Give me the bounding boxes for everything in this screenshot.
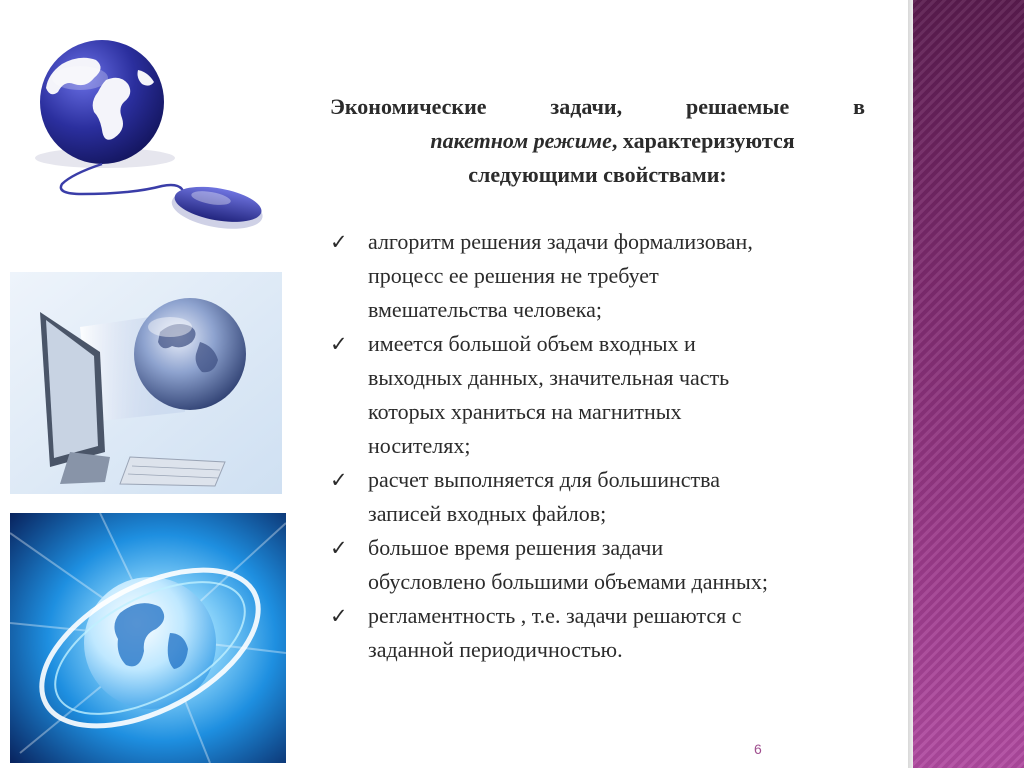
list-item-line: имеется большой объем входных и	[368, 331, 696, 356]
heading-line-2-rest: , характеризуются	[611, 128, 795, 153]
properties-list	[330, 225, 890, 667]
list-item-line: алгоритм решения задачи формализован,	[368, 229, 753, 254]
heading-line-2	[330, 124, 865, 158]
list-item	[330, 531, 890, 599]
list-item-line: расчет выполняется для большинства	[368, 467, 721, 492]
list-item-line: носителях;	[368, 433, 471, 458]
list-item-line: регламентность , т.е. задачи решаются с	[368, 603, 742, 628]
list-item-line: большое время решения задачи	[368, 535, 664, 560]
page-number: 6	[754, 741, 762, 757]
list-item-line: выходных данных, значительная часть	[368, 365, 730, 390]
list-item-line: процесс ее решения не требует	[368, 263, 659, 288]
checkmark-icon: ✓	[330, 332, 348, 356]
globe-mouse-image	[10, 40, 280, 240]
checkmark-icon: ✓	[330, 468, 348, 492]
list-item-line: обусловлено большими объемами данных;	[368, 569, 768, 594]
list-item	[330, 599, 890, 667]
heading-italic-term: пакетном режиме	[430, 128, 612, 153]
checkmark-icon: ✓	[330, 604, 348, 628]
purple-side-band	[913, 0, 1024, 768]
list-item	[330, 327, 890, 463]
heading-line-1: Экономические задачи, решаемые в	[330, 94, 865, 119]
checkmark-icon: ✓	[330, 230, 348, 254]
list-item-line: записей входных файлов;	[368, 501, 607, 526]
list-item	[330, 225, 890, 327]
list-item	[330, 463, 890, 531]
list-item-line: заданной периодичностью.	[368, 637, 623, 662]
list-item-line: вмешательства человека;	[368, 297, 603, 322]
heading-line-3: следующими свойствами:	[468, 162, 727, 187]
slide-heading	[330, 90, 865, 192]
checkmark-icon: ✓	[330, 536, 348, 560]
monitor-globe-image	[10, 272, 282, 494]
list-item-line: которых храниться на магнитных	[368, 399, 682, 424]
cyber-globe-image	[10, 513, 286, 763]
